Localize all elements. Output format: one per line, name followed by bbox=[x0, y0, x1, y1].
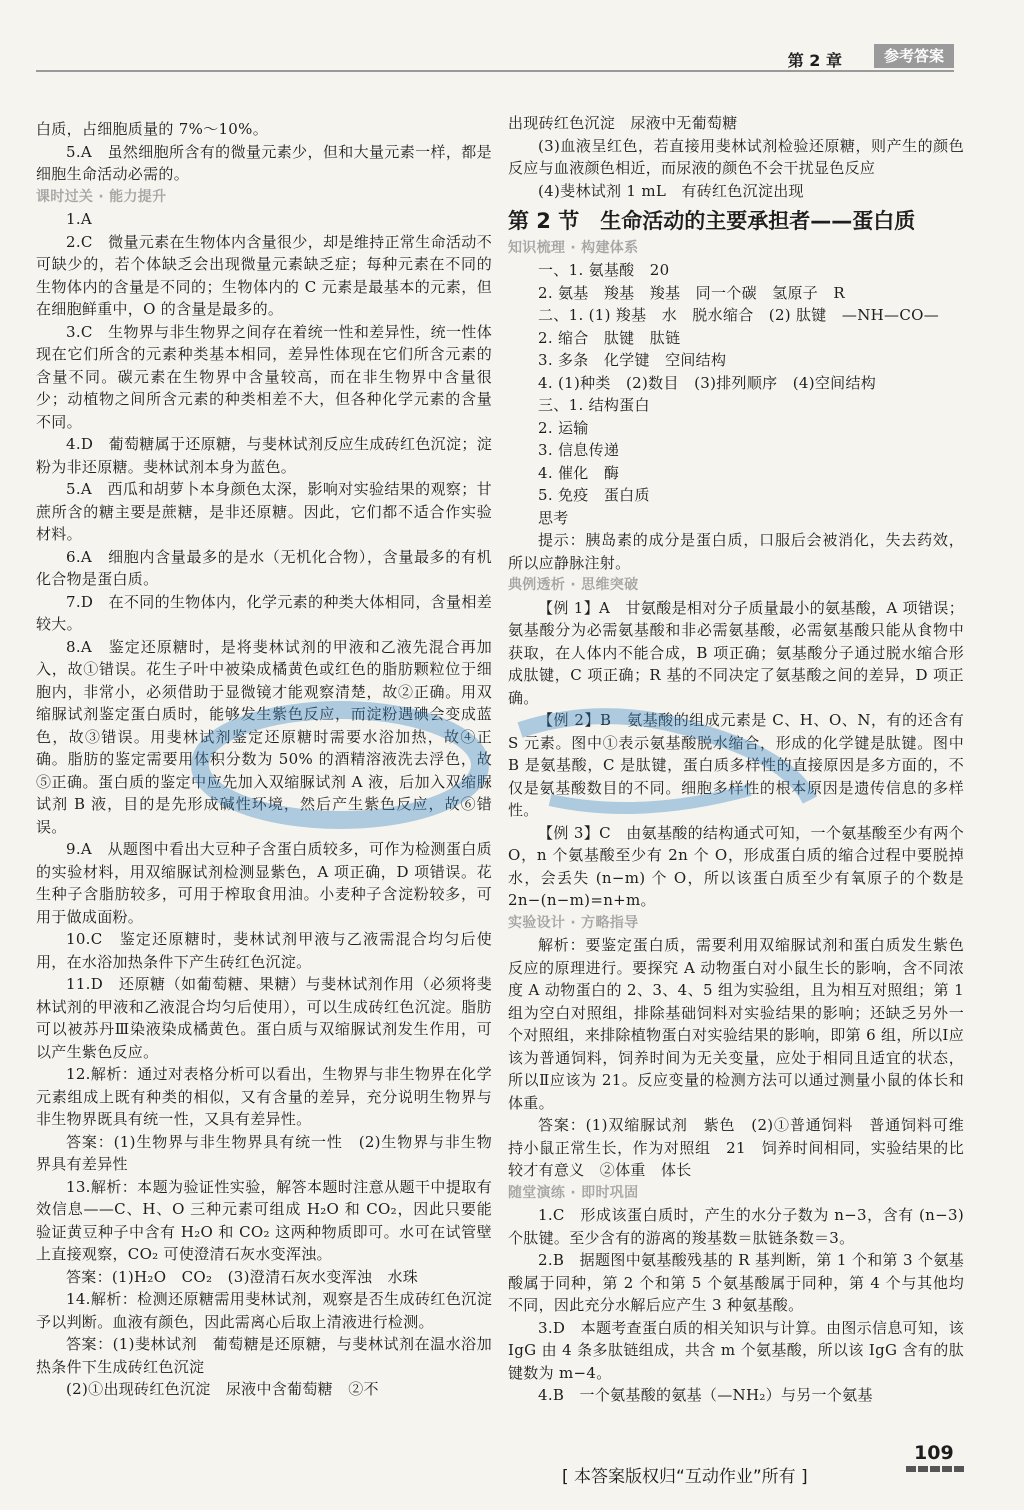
section-subheading: 随堂演练 · 即时巩固 bbox=[508, 1184, 639, 1201]
answer-paragraph: 3. 信息传递 bbox=[538, 441, 620, 459]
answer-paragraph: 答案：(1)H₂O CO₂ (3)澄清石灰水变浑浊 水珠 bbox=[66, 1267, 419, 1286]
section-subheading: 实验设计 · 方略指导 bbox=[508, 914, 639, 931]
answer-paragraph: 10.C 鉴定还原糖时，斐林试剂甲液与乙液需混合均匀后使用，在水浴加热条件下产生砖红色沉淀。 bbox=[36, 930, 492, 971]
answer-paragraph: 2. 运输 bbox=[538, 418, 589, 437]
left-column bbox=[36, 118, 492, 1401]
answer-paragraph: 11.D 还原糖（如葡萄糖、果糖）与斐林试剂作用（必须将斐林试剂的甲液和乙液混合均匀后使用），可以生成砖红色沉淀。脂肪可以被苏丹Ⅲ染液染成橘黄色。蛋白质与双缩脲试剂发生作用，可以产生紫色反应。 bbox=[36, 975, 492, 1061]
answer-paragraph: 4. 催化 酶 bbox=[538, 463, 620, 482]
answer-paragraph: 4. (1)种类 (2)数目 (3)排列顺序 (4)空间结构 bbox=[538, 373, 877, 392]
answer-paragraph: 1.A bbox=[66, 210, 93, 228]
answer-paragraph: 5. 免疫 蛋白质 bbox=[538, 486, 650, 504]
answer-paragraph: 答案：(1)生物界与非生物界具有统一性 (2)生物界与非生物界具有差异性 bbox=[36, 1132, 492, 1173]
answer-paragraph: 2. 氨基 羧基 羧基 同一个碳 氢原子 R bbox=[538, 283, 845, 302]
answer-paragraph: 三、1. 结构蛋白 bbox=[538, 396, 650, 414]
answer-paragraph: 答案：(1)斐林试剂 葡萄糖是还原糖，与斐林试剂在温水浴加热条件下生成砖红色沉淀 bbox=[36, 1335, 492, 1376]
answer-paragraph: 6.A 细胞内含量最多的是水（无机化合物），含量最多的有机化合物是蛋白质。 bbox=[36, 547, 492, 588]
answer-paragraph: 5.A 虽然细胞所含有的微量元素少，但和大量元素一样，都是细胞生命活动必需的。 bbox=[36, 142, 492, 183]
answer-paragraph: 3.D 本题考查蛋白质的相关知识与计算。由图示信息可知，该 IgG 由 4 条多肽链组成，共含 m 个氨基酸，所以该 IgG 含有的肽键数为 m−4。 bbox=[508, 1318, 964, 1382]
answer-paragraph: 【例 3】C 由氨基酸的结构通式可知，一个氨基酸至少有两个 O，n 个氨基酸至少有 2n 个 O，形成蛋白质的缩合过程中要脱掉水，会丢失 (n−m) 个 O，所以该蛋白质至少有氧原子的个数是 2n−(n−m)=n+m。 bbox=[508, 823, 964, 909]
page-number: 109 bbox=[914, 1442, 954, 1464]
chapter-label: 第 2 章 bbox=[787, 51, 842, 70]
answer-paragraph: 12.解析：通过对表格分析可以看出，生物界与非生物界在化学元素组成上既有种类的相似，又有含量的差异，充分说明生物界与非生物界既具有统一性，又具有差异性。 bbox=[36, 1065, 492, 1128]
answer-paragraph: 一、1. 氨基酸 20 bbox=[538, 261, 670, 279]
section-tab: 参考答案 bbox=[874, 44, 954, 68]
answer-paragraph: (3)血液呈红色，若直接用斐林试剂检验还原糖，则产生的颜色反应与血液颜色相近，而尿液的颜色不会干扰显色反应 bbox=[508, 136, 964, 177]
answer-paragraph: 二、1. (1) 羧基 水 脱水缩合 (2) 肽键 —NH—CO— bbox=[538, 306, 939, 324]
answer-paragraph: 3.C 生物界与非生物界之间存在着统一性和差异性，统一性体现在它们所含的元素种类基本相同，差异性体现在它们所含元素的含量不同。碳元素在生物界中含量较高，而在非生物界中含量很少；动植物之间所含元素的种类相差不大，但各种化学元素的含量不同。 bbox=[36, 322, 492, 431]
answer-paragraph: 出现砖红色沉淀 尿液中无葡萄糖 bbox=[508, 114, 738, 132]
answer-paragraph: 2.C 微量元素在生物体内含量很少，却是维持正常生命活动不可缺少的，若个体缺乏会出现微量元素缺乏症；每种元素在不同的生物体内的含量是不同的；生物体内的 C 元素是最基本的元素，但在细胞鲜重中，O 的含量是最多的。 bbox=[36, 232, 492, 318]
answer-paragraph: 7.D 在不同的生物体内，化学元素的种类大体相同，含量相差较大。 bbox=[36, 592, 492, 633]
page-header bbox=[36, 44, 954, 72]
answer-paragraph: 1.C 形成该蛋白质时，产生的水分子数为 n−3，含有 (n−3) 个肽键。至少含有的游离的羧基数＝肽链条数＝3。 bbox=[508, 1206, 964, 1247]
section-subheading: 课时过关 · 能力提升 bbox=[36, 188, 167, 205]
answer-paragraph: 提示：胰岛素的成分是蛋白质，口服后会被消化，失去药效，所以应静脉注射。 bbox=[508, 531, 964, 572]
page-number-bar bbox=[906, 1466, 964, 1472]
answer-paragraph: (2)①出现砖红色沉淀 尿液中含葡萄糖 ②不 bbox=[66, 1380, 379, 1398]
answer-paragraph: 答案：(1)双缩脲试剂 紫色 (2)①普通饲料 普通饲料可维持小鼠正常生长，作为对照组 21 饲养时间相同，实验结果的比较才有意义 ②体重 体长 bbox=[508, 1116, 964, 1179]
answer-paragraph: 9.A 从题图中看出大豆种子含蛋白质较多，可作为检测蛋白质的实验材料，用双缩脲试剂检测显紫色，A 项正确，D 项错误。花生种子含脂肪较多，可用于榨取食用油。小麦种子含淀粉较多，可用于做成面粉。 bbox=[36, 840, 492, 926]
answer-paragraph: 5.A 西瓜和胡萝卜本身颜色太深，影响对实验结果的观察；甘蔗所含的糖主要是蔗糖，是非还原糖。因此，它们都不适合作实验材料。 bbox=[36, 480, 492, 543]
answer-paragraph: 4.D 葡萄糖属于还原糖，与斐林试剂反应生成砖红色沉淀；淀粉为非还原糖。斐林试剂本身为蓝色。 bbox=[36, 435, 492, 476]
answer-paragraph: 14.解析：检测还原糖需用斐林试剂，观察是否生成砖红色沉淀予以判断。血液有颜色，因此需离心后取上清液进行检测。 bbox=[36, 1290, 492, 1331]
answer-paragraph: 2. 缩合 肽键 肽链 bbox=[538, 328, 681, 347]
answer-paragraph: 2.B 据题图中氨基酸残基的 R 基判断，第 1 个和第 3 个氨基酸属于同种，第 2 个和第 5 个氨基酸属于同种，第 4 个与其他均不同，因此充分水解后应产生 3 种氨基酸。 bbox=[508, 1251, 964, 1314]
answer-paragraph: 白质，占细胞质量的 7%～10%。 bbox=[36, 120, 269, 138]
section-title: 第 2 节 生命活动的主要承担者——蛋白质 bbox=[508, 209, 916, 233]
answer-paragraph: 解析：要鉴定蛋白质，需要利用双缩脲试剂和蛋白质发生紫色反应的原理进行。要探究 A 动物蛋白对小鼠生长的影响，含不同浓度 A 动物蛋白的 2、3、4、5 组为实验组，且为相互对照组；第 1 组为空白对照组，排除基础饲料对实验结果的影响；还缺乏另外一个对照组，来排除植物蛋白对实验结果的影响，即第 6 组，所以Ⅰ应该为普通饲料，饲养时间为无关变量，应处于相同且适宜的状态，所以Ⅱ应该为 21。反应变量的检测方法可以通过测量小鼠的体长和体重。 bbox=[508, 936, 964, 1112]
answer-paragraph: 3. 多条 化学键 空间结构 bbox=[538, 351, 727, 369]
answer-paragraph: 4.B 一个氨基酸的氨基（—NH₂）与另一个氨基 bbox=[538, 1386, 873, 1404]
answer-paragraph: 13.解析：本题为验证性实验，解答本题时注意从题干中提取有效信息——C、H、O 三种元素可组成 H₂O 和 CO₂，因此只要能验证黄豆种子中含有 H₂O 和 CO₂ 这两种物质即可。水可在试管壁上直接观察，CO₂ 可使澄清石灰水变浑浊。 bbox=[36, 1177, 492, 1263]
copyright-note: [ 本答案版权归“互动作业”所有 ] bbox=[562, 1467, 808, 1487]
right-column bbox=[508, 112, 964, 1407]
answer-paragraph: 【例 1】A 甘氨酸是相对分子质量最小的氨基酸，A 项错误；氨基酸分为必需氨基酸和非必需氨基酸，必需氨基酸只能从食物中获取，在人体内不能合成，B 项正确；氨基酸分子通过脱水缩合形成肽键，C 项正确；R 基的不同决定了氨基酸之间的差异，D 项正确。 bbox=[508, 598, 964, 707]
answer-paragraph: 8.A 鉴定还原糖时，是将斐林试剂的甲液和乙液先混合再加入，故①错误。花生子叶中被染成橘黄色或红色的脂肪颗粒位于细胞内，非常小，必须借助于显微镜才能观察清楚，故②正确。用双缩脲试剂鉴定蛋白质时，能够发生紫色反应，而淀粉遇碘会变成蓝色，故③错误。用斐林试剂鉴定还原糖时需要水浴加热，故④正确。脂肪的鉴定需要用体积分数为 50% 的酒精溶液洗去浮色，故⑤正确。蛋白质的鉴定中应先加入双缩脲试剂 A 液，后加入双缩脲试剂 B 液，目的是先形成碱性环境，然后产生紫色反应，故⑥错误。 bbox=[36, 637, 492, 836]
answer-paragraph: (4)斐林试剂 1 mL 有砖红色沉淀出现 bbox=[538, 181, 804, 200]
section-subheading: 典例透析 · 思维突破 bbox=[508, 577, 639, 593]
answer-paragraph: 【例 2】B 氨基酸的组成元素是 C、H、O、N，有的还含有 S 元素。图中①表示氨基酸脱水缩合，形成的化学键是肽键。图中 B 是氨基酸，C 是肽键，蛋白质多样性的直接原因是多方面的，不仅是氨基酸数目的不同。细胞多样性的根本原因是遗传信息的多样性。 bbox=[508, 711, 964, 819]
answer-paragraph: 思考 bbox=[538, 508, 569, 527]
section-subheading: 知识梳理 · 构建体系 bbox=[508, 239, 639, 256]
